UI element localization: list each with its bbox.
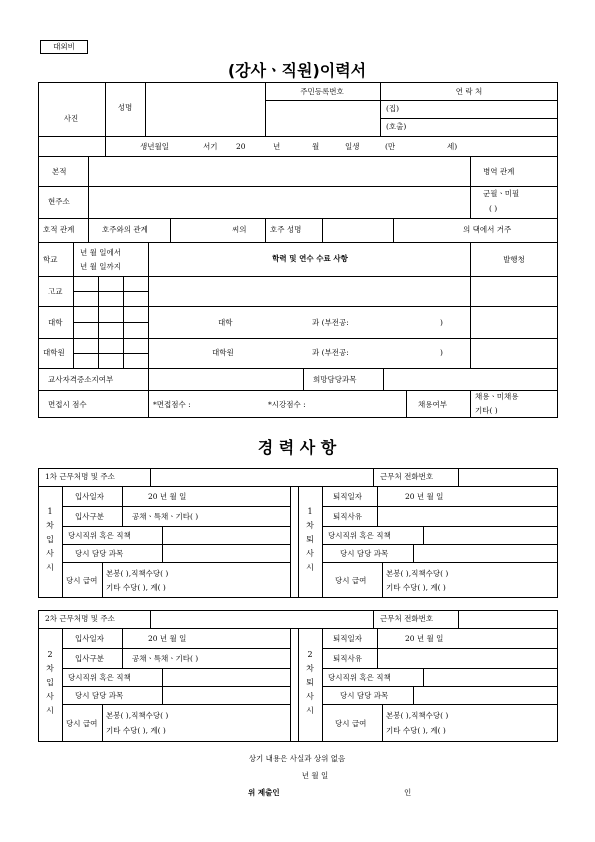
birth-day-unit: 일생 [345, 142, 360, 151]
college-dept: 과 (부전공: [312, 318, 349, 327]
career1-leave-salary-line2: 기타 수당( ), 계( ) [386, 583, 446, 592]
career1-phone-label: 근무처 전화번호 [380, 472, 434, 481]
rrn-label: 주민등록번호 [300, 87, 344, 96]
head-name-label: 호주 성명 [270, 225, 302, 234]
family-rel-label: 호적 관계 [43, 225, 75, 234]
career2-leave-date-label: 퇴직일자 [333, 634, 362, 643]
photo-label: 사진 [63, 114, 79, 123]
career2-phone-label: 근무처 전화번호 [380, 614, 434, 623]
career1-subject-label: 당시 담당 과목 [75, 549, 124, 558]
hire-options: 채용ㆍ미채용 [475, 392, 519, 401]
career1-join-vertical: 1차입사시 [46, 507, 54, 572]
college-field: 대학 [218, 318, 233, 327]
military-paren: ( ) [489, 204, 498, 213]
career1-leave-reason-label: 퇴직사유 [333, 512, 362, 521]
career1-leave-date-label: 퇴직일자 [333, 492, 362, 501]
interview-score-label: 면접시 점수 [48, 400, 87, 409]
confirm-statement: 상기 내용은 사실과 상위 없음 [248, 754, 346, 763]
career2-leave-vertical: 2차퇴사시 [306, 650, 314, 715]
career1-leave-subject-label: 당시 담당 과목 [340, 549, 389, 558]
career2-leave-reason-label: 퇴직사유 [333, 654, 362, 663]
interview-points-label: *면접점수 : [153, 400, 191, 409]
of-label: 씨의 [232, 225, 247, 234]
career2-leave-position-label: 당시직위 혹은 직책 [328, 673, 391, 682]
address-label: 현주소 [48, 197, 70, 206]
career2-join-vertical: 2차입사시 [46, 650, 54, 715]
career-section-title: 경 력 사 항 [257, 438, 337, 457]
high-school-label: 고교 [48, 287, 63, 296]
hope-subject-label: 희망담당과목 [313, 375, 357, 384]
hire-other: 기타( ) [475, 406, 498, 415]
head-rel-label: 호주와의 관계 [102, 225, 148, 234]
college-dept-close: ) [440, 318, 443, 327]
career1-leave-position-label: 당시직위 혹은 직책 [328, 531, 391, 540]
seal-label: 인 [404, 788, 412, 797]
career2-salary-line2: 기타 수당( ), 계( ) [106, 726, 166, 735]
college-label: 대학 [48, 318, 63, 327]
career2-join-date-value: 20 년 월 일 [148, 634, 187, 643]
birth-month-unit: 월 [312, 142, 320, 151]
mobile-phone-label: (호출) [386, 122, 407, 131]
career1-leave-salary-label: 당시 급여 [335, 576, 367, 585]
career1-salary-line2: 기타 수당( ), 계( ) [106, 583, 166, 592]
career1-leave-date-value: 20 년 월 일 [405, 492, 444, 501]
career2-salary-line1: 본봉( ),직책수당( ) [106, 711, 169, 720]
career2-leave-salary-line1: 본봉( ),직책수당( ) [386, 711, 449, 720]
grad-dept-close: ) [440, 348, 443, 357]
age-open: (만 [385, 142, 396, 151]
name-label: 성명 [117, 103, 133, 112]
career2-join-date-label: 입사일자 [75, 634, 104, 643]
career1-join-date-value: 20 년 월 일 [148, 492, 187, 501]
age-close: 세) [447, 142, 458, 151]
grad-school-label: 대학원 [43, 348, 65, 357]
page-title: (강사ㆍ직원)이력서 [227, 61, 367, 80]
submitter-label: 위 제출인 [248, 788, 280, 797]
confidential-label: 대외비 [53, 42, 75, 51]
career2-position-label: 당시직위 혹은 직책 [68, 673, 131, 682]
career1-salary-label: 당시 급여 [66, 576, 98, 585]
career2-join-type-value: 공채ㆍ특채ㆍ기타( ) [132, 654, 199, 663]
career2-salary-label: 당시 급여 [66, 719, 98, 728]
home-phone-label: (집) [386, 104, 400, 113]
household-label: 의 댁에서 거주 [463, 225, 512, 234]
career2-leave-date-value: 20 년 월 일 [405, 634, 444, 643]
birth-year-unit: 년 [273, 142, 281, 151]
career1-company-label: 1차 근무처명 및 주소 [45, 472, 115, 481]
contact-label: 연 락 처 [455, 87, 483, 96]
career2-leave-subject-label: 당시 담당 과목 [340, 691, 389, 700]
demo-points-label: *시강점수 : [268, 400, 306, 409]
grad-dept: 과 (부전공: [312, 348, 349, 357]
career2-leave-salary-label: 당시 급여 [335, 719, 367, 728]
career2-company-label: 2차 근무처명 및 주소 [45, 614, 115, 623]
career2-subject-label: 당시 담당 과목 [75, 691, 124, 700]
military-label: 병역 관계 [483, 167, 515, 176]
submit-date: 년 월 일 [301, 771, 329, 780]
to-date-label: 년 월 일까지 [80, 262, 121, 271]
origin-label: 본적 [52, 167, 67, 176]
hire-status-label: 채용여부 [418, 400, 447, 409]
career1-join-type-value: 공채ㆍ특채ㆍ기타( ) [132, 512, 199, 521]
career1-leave-salary-line1: 본봉( ),직책수당( ) [386, 569, 449, 578]
teacher-cert-label: 교사자격증소지여부 [48, 375, 114, 384]
military-status: 군필ㆍ미필 [483, 189, 520, 198]
education-header: 학력 및 연수 수료 사항 [272, 254, 348, 263]
from-date-label: 년 월 일에서 [80, 248, 121, 257]
grad-field: 대학원 [212, 348, 234, 357]
career2-join-type-label: 입사구분 [75, 654, 104, 663]
career1-position-label: 당시직위 혹은 직책 [68, 531, 131, 540]
birth-era: 서기 [203, 142, 218, 151]
career1-join-type-label: 입사구분 [75, 512, 104, 521]
issuer-label: 발행청 [503, 255, 525, 264]
school-label: 학교 [43, 255, 58, 264]
career2-leave-salary-line2: 기타 수당( ), 계( ) [386, 726, 446, 735]
birth-label: 생년월일 [140, 142, 169, 151]
career1-salary-line1: 본봉( ),직책수당( ) [106, 569, 169, 578]
career1-join-date-label: 입사일자 [75, 492, 104, 501]
career1-leave-vertical: 1차퇴사시 [306, 507, 314, 572]
birth-year-prefix: 20 [236, 142, 246, 151]
